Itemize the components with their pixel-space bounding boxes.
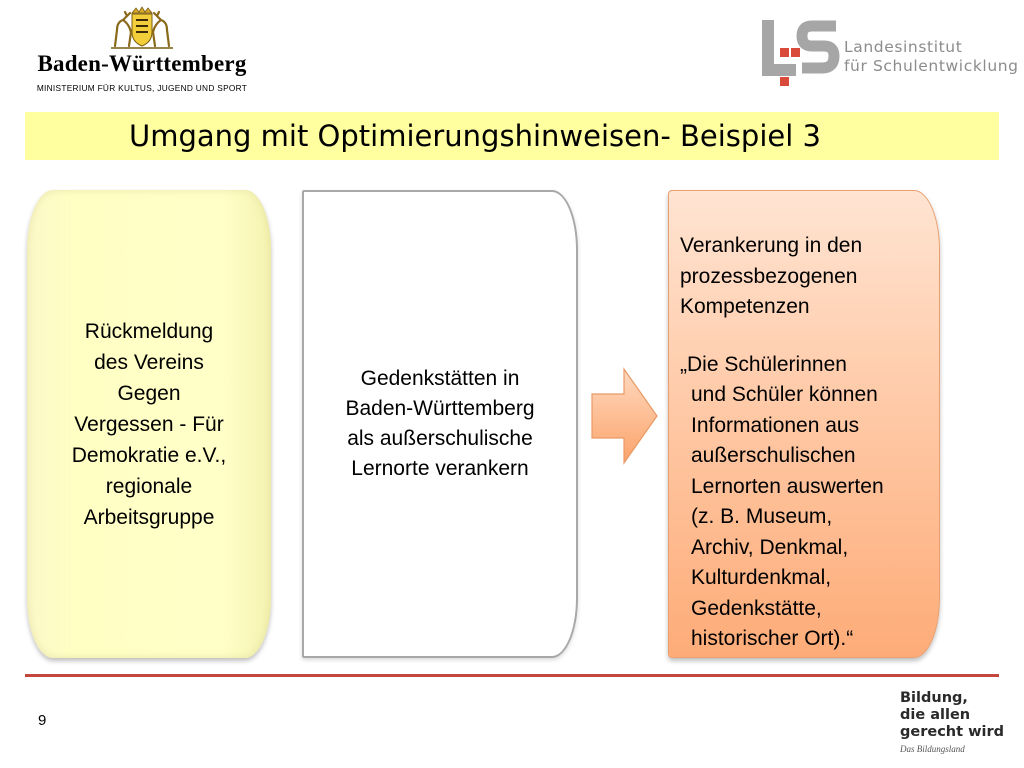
bw-name: Baden-Württemberg (37, 51, 247, 76)
quote-line: „Die Schülerinnen (680, 352, 847, 376)
quote-line: Informationen aus (691, 413, 860, 437)
competence-heading-line: Kompetenzen (680, 295, 810, 318)
competence-heading (680, 231, 929, 323)
feedback-line: Rückmeldung (84, 319, 214, 343)
bildung-line: Bildung, (900, 690, 968, 706)
memorial-sites-text (345, 364, 534, 484)
competence-heading-line: Verankerung in den (680, 234, 863, 257)
coat-of-arms-icon (105, 6, 179, 50)
feedback-text (72, 316, 226, 533)
memorial-line: als außerschulische (347, 427, 533, 450)
bw-logo (22, 6, 262, 98)
bildung-subtitle: Das Bildungsland (900, 744, 965, 754)
feedback-line: Vergessen - Für (74, 412, 224, 436)
bw-ministry: MINISTERIUM FÜR KULTUS, JUGEND UND SPORT (36, 83, 248, 93)
quote-line: (z. B. Museum, (691, 505, 833, 528)
title-bar (25, 112, 999, 160)
quote-line: historischer Ort).“ (691, 627, 854, 650)
bildung-line: gerecht wird (900, 724, 1004, 740)
quote-line: und Schüler können (691, 383, 878, 406)
feedback-line: Demokratie e.V., (71, 443, 227, 467)
memorial-line: Lernorte verankern (351, 457, 529, 480)
feedback-box (27, 190, 271, 658)
right-arrow-icon (590, 366, 660, 466)
ls-line1: Landesinstitut (844, 38, 963, 56)
memorial-line: Baden-Württemberg (345, 397, 535, 420)
quote-line: Kulturdenkmal, (691, 566, 832, 589)
feedback-line: Gegen (117, 381, 181, 405)
slide-title: Umgang mit Optimierungshinweisen- Beispiel 3 (129, 119, 821, 153)
competence-heading-line: prozessbezogenen (680, 264, 858, 288)
feedback-line: Arbeitsgruppe (83, 505, 215, 529)
competence-quote (680, 350, 929, 655)
quote-line: Gedenkstätte, (691, 596, 822, 620)
page-number: 9 (38, 712, 47, 729)
feedback-line: des Vereins (94, 350, 204, 374)
bildung-line: die allen (900, 707, 971, 723)
quote-line: außerschulischen (691, 444, 856, 467)
quote-line: Archiv, Denkmal, (691, 535, 849, 559)
ls-logo (760, 18, 1019, 88)
memorial-sites-box (302, 190, 578, 658)
competence-box (668, 190, 940, 658)
footer-divider (25, 674, 999, 677)
memorial-line: Gedenkstätten in (360, 367, 520, 390)
feedback-line: regionale (105, 474, 193, 498)
quote-line: Lernorten auswerten (691, 474, 884, 498)
bildung-slogan (900, 690, 1004, 741)
ls-logo-mark (760, 18, 840, 88)
ls-line2: für Schulentwicklung (844, 57, 1019, 75)
ls-text (844, 38, 1019, 76)
